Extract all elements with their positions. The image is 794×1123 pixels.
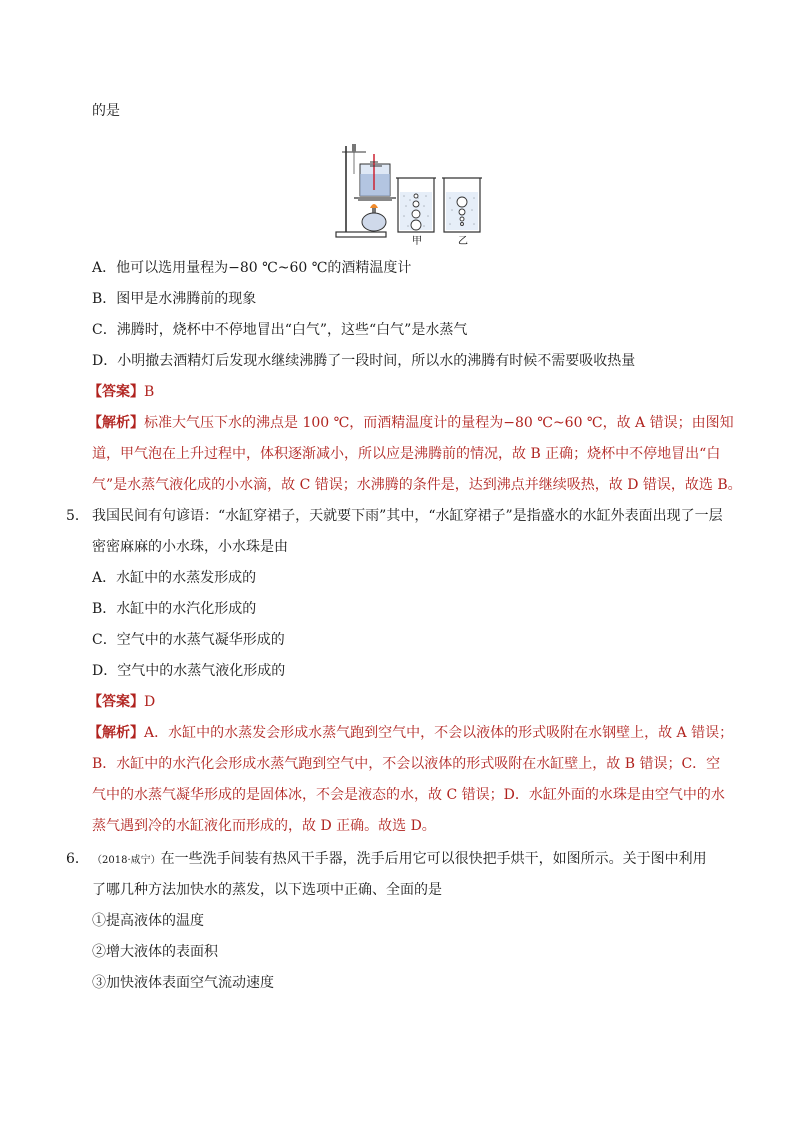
q5-answer <box>88 692 155 712</box>
q6-item-2: ②增大液体的表面积 <box>92 944 218 960</box>
q4-option-c: C．沸腾时，烧杯中不停地冒出“白气”，这些“白气”是水蒸气 <box>92 322 468 338</box>
q4-option-b: B．图甲是水沸腾前的现象 <box>92 291 257 307</box>
q5-answer-label: 【答案】 <box>88 694 144 710</box>
q5-option-d: D．空气中的水蒸气液化形成的 <box>92 663 286 679</box>
q4-answer-label: 【答案】 <box>88 384 144 400</box>
q5-option-c: C．空气中的水蒸气凝华形成的 <box>92 632 285 648</box>
q5-answer-value: D <box>144 694 156 710</box>
q5-option-b: B．水缸中的水汽化形成的 <box>92 601 257 617</box>
label-yi: 乙 <box>458 236 468 247</box>
q4-analysis-line-3: 气”是水蒸气液化成的小水滴，故 C 错误；水沸腾的条件是，达到沸点并继续吸热，故 D 错误，故选 B。 <box>92 477 742 493</box>
q4-analysis-label: 【解析】 <box>88 415 144 431</box>
beaker-jia <box>396 178 436 232</box>
q4-stem-tail: 的是 <box>92 103 120 119</box>
q6-item-3: ③加快液体表面空气流动速度 <box>92 975 274 991</box>
q5-analysis-label: 【解析】 <box>88 725 144 741</box>
q4-analysis-line-1: 【解析】标准大气压下水的沸点是 100 ℃，而酒精温度计的量程为−80 ℃~60 ℃，故 A 错误；由图知 <box>88 415 734 431</box>
q5-option-a: A．水缸中的水蒸发形成的 <box>92 570 257 586</box>
q5-analysis-line-2: B．水缸中的水汽化会形成水蒸气跑到空气中，不会以液体的形式吸附在水缸壁上，故 B 错误；C．空 <box>92 756 721 772</box>
q4-answer-value: B <box>144 384 155 400</box>
boiling-experiment-figure <box>334 140 504 248</box>
q6-source: （2018·咸宁） <box>92 855 161 866</box>
q6-stem-line-1: （2018·咸宁）在一些洗手间装有热风干手器，洗手后用它可以很快把手烘干，如图所示。关于图中利用 <box>92 851 707 867</box>
label-jia: 甲 <box>412 236 422 247</box>
q5-stem-line-2: 密密麻麻的小水珠，小水珠是由 <box>92 539 288 555</box>
q6-item-1: ①提高液体的温度 <box>92 913 204 929</box>
q4-option-a: A．他可以选用量程为−80 ℃~60 ℃的酒精温度计 <box>92 260 412 276</box>
q5-analysis-line-3: 气中的水蒸气凝华形成的是固体冰，不会是液态的水，故 C 错误；D．水缸外面的水珠是由空气中的水 <box>92 787 725 803</box>
alcohol-lamp <box>362 204 386 231</box>
heated-beaker <box>360 154 390 196</box>
beaker-yi <box>442 178 482 232</box>
q4-analysis-line-2: 道，甲气泡在上升过程中，体积逐渐减小，所以应是沸腾前的情况，故 B 正确；烧杯中不停地冒出“白 <box>92 446 721 462</box>
q4-answer <box>88 382 154 402</box>
q5-number: 5． <box>66 508 89 524</box>
q5-analysis-line-1: 【解析】A．水缸中的水蒸发会形成水蒸气跑到空气中，不会以液体的形式吸附在水钢壁上，故 A 错误； <box>88 725 734 741</box>
q6-number: 6． <box>66 851 89 867</box>
q5-stem-line-1: 我国民间有句谚语：“水缸穿裙子，天就要下雨”其中，“水缸穿裙子”是指盛水的水缸外表面出现了一层 <box>92 508 723 524</box>
q4-option-d: D．小明撤去酒精灯后发现水继续沸腾了一段时间，所以水的沸腾有时候不需要吸收热量 <box>92 353 636 369</box>
q5-analysis-line-4: 蒸气遇到冷的水缸液化而形成的，故 D 正确。故选 D。 <box>92 818 436 834</box>
q6-stem-line-2: 了哪几种方法加快水的蒸发，以下选项中正确、全面的是 <box>92 882 442 898</box>
